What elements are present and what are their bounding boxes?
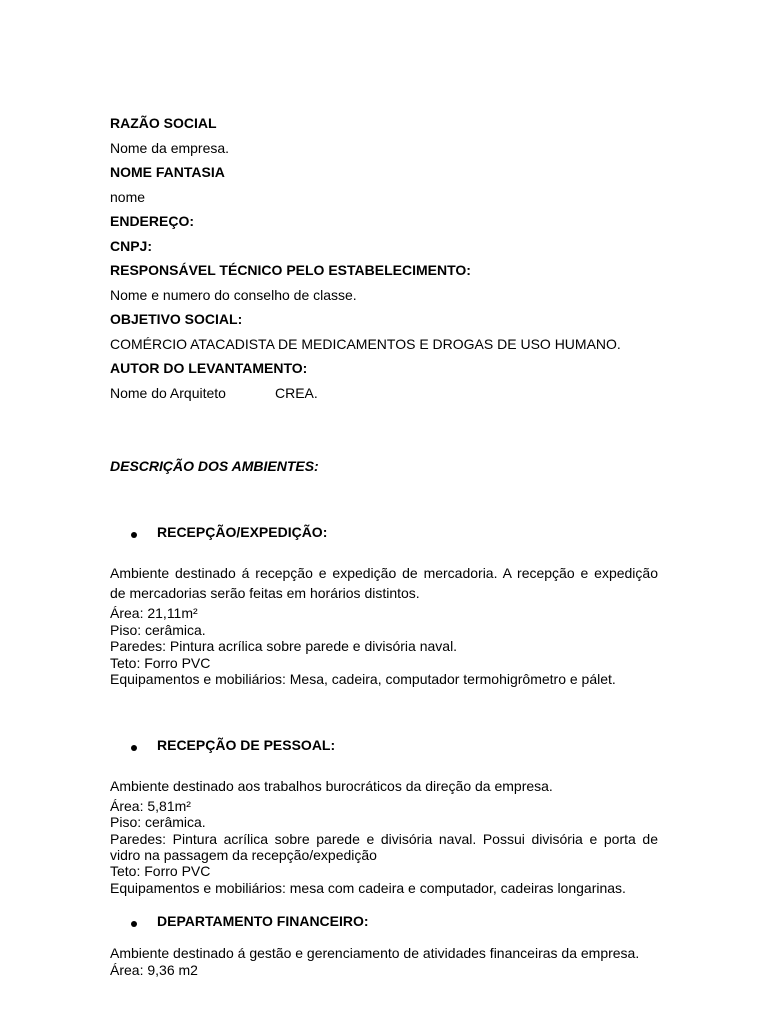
nome-fantasia-label: NOME FANTASIA [110,164,225,180]
responsavel-value: Nome e numero do conselho de classe. [110,287,357,303]
section-area: Área: 9,36 m2 [110,962,198,978]
section-paredes: Paredes: Pintura acrílica sobre parede e divisória naval. [110,638,458,654]
section-title-recepcao-pessoal: RECEPÇÃO DE PESSOAL: [157,737,336,753]
section-piso: Piso: cerâmica. [110,814,206,830]
section-paredes-cont: vidro na passagem da recepção/expedição [110,847,377,863]
bullet-icon [131,532,137,538]
autor-crea: CREA. [275,385,318,401]
nome-fantasia-value: nome [110,189,146,205]
cnpj-label: CNPJ: [110,238,153,254]
section-paredes: Paredes: Pintura acrílica sobre parede e divisória naval. Possui divisória e porta de [110,831,658,847]
section-desc-line: de mercadorias serão feitas em horários distintos. [110,585,420,601]
descricao-title: DESCRIÇÃO DOS AMBIENTES: [110,458,319,474]
objetivo-value: COMÉRCIO ATACADISTA DE MEDICAMENTOS E DROGAS DE USO HUMANO. [110,336,621,352]
section-area: Área: 21,11m² [110,605,198,621]
autor-value: Nome do Arquiteto [110,385,226,401]
section-equipamentos: Equipamentos e mobiliários: Mesa, cadeira, computador termohigrômetro e pálet. [110,671,616,687]
section-title-recepcao-expedicao: RECEPÇÃO/EXPEDIÇÃO: [157,524,328,540]
razao-social-value: Nome da empresa. [110,140,230,156]
razao-social-label: RAZÃO SOCIAL [110,115,217,131]
section-teto: Teto: Forro PVC [110,863,211,879]
bullet-icon [131,921,137,927]
section-area: Área: 5,81m² [110,798,191,814]
section-desc-line: Ambiente destinado aos trabalhos burocráticos da direção da empresa. [110,778,553,794]
bullet-icon [131,745,137,751]
endereco-label: ENDEREÇO: [110,213,195,229]
section-desc-line: Ambiente destinado á gestão e gerenciamento de atividades financeiras da empresa. [110,945,640,961]
section-teto: Teto: Forro PVC [110,655,211,671]
section-equipamentos: Equipamentos e mobiliários: mesa com cadeira e computador, cadeiras longarinas. [110,880,626,896]
responsavel-label: RESPONSÁVEL TÉCNICO PELO ESTABELECIMENTO: [110,262,471,278]
objetivo-label: OBJETIVO SOCIAL: [110,311,243,327]
section-piso: Piso: cerâmica. [110,622,206,638]
section-title-departamento-financeiro: DEPARTAMENTO FINANCEIRO: [157,913,369,929]
section-desc-line: Ambiente destinado á recepção e expedição de mercadoria. A recepção e expedição [110,565,658,581]
autor-label: AUTOR DO LEVANTAMENTO: [110,360,308,376]
